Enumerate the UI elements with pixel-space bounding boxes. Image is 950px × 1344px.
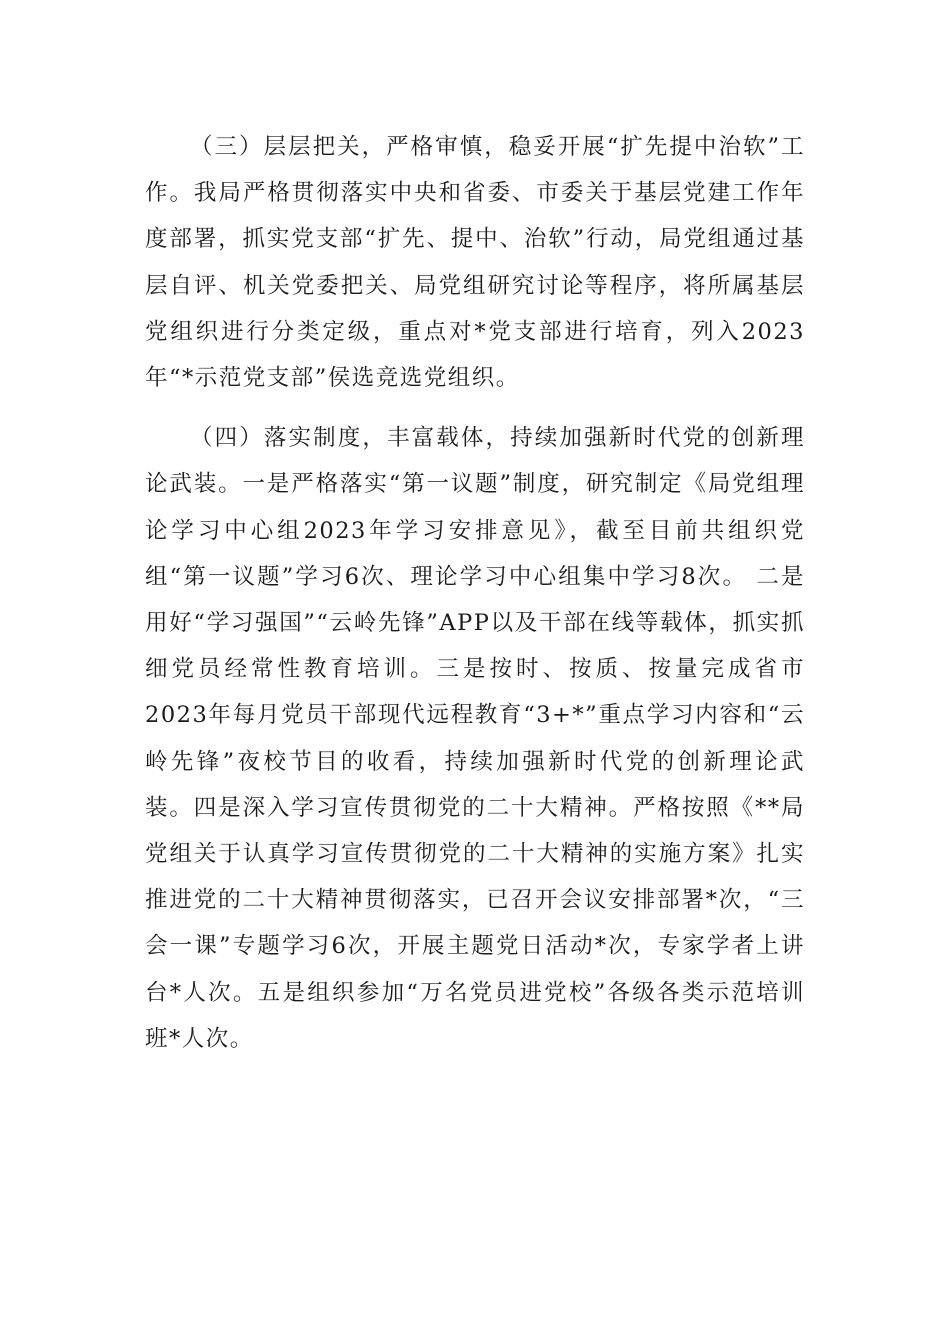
document-body [145,124,805,1062]
paragraph-section-four: （四）落实制度，丰富载体，持续加强新时代党的创新理论武装。一是严格落实“第一议题”制度，研究制定《局党组理论学习中心组2023年学习安排意见》，截至目前共组织党组“第一议题”学习6次、理论学习中心组集中学习8次。 二是用好“学习强国”“云岭先锋”APP以及干部在线等载体，抓实抓细党员经常性教育培训。三是按时、按质、按量完成省市2023年每月党员干部现代远程教育“3+*”重点学习内容和“云岭先锋”夜校节目的收看，持续加强新时代党的创新理论武装。四是深入学习宣传贯彻党的二十大精神。严格按照《**局党组关于认真学习宣传贯彻党的二十大精神的实施方案》扎实推进党的二十大精神贯彻落实，已召开会议安排部署*次，“三会一课”专题学习6次，开展主题党日活动*次，专家学者上讲台*人次。五是组织参加“万名党员进党校”各级各类示范培训班*人次。 [145,425,805,1052]
paragraph-section-three: （三）层层把关，严格审慎，稳妥开展“扩先提中治软”工作。我局严格贯彻落实中央和省委、市委关于基层党建工作年度部署，抓实党支部“扩先、提中、治软”行动，局党组通过基层自评、机关党委把关、局党组研究讨论等程序，将所属基层党组织进行分类定级，重点对*党支部进行培育，列入2023年“*示范党支部”侯选竞选党组织。 [145,134,805,392]
